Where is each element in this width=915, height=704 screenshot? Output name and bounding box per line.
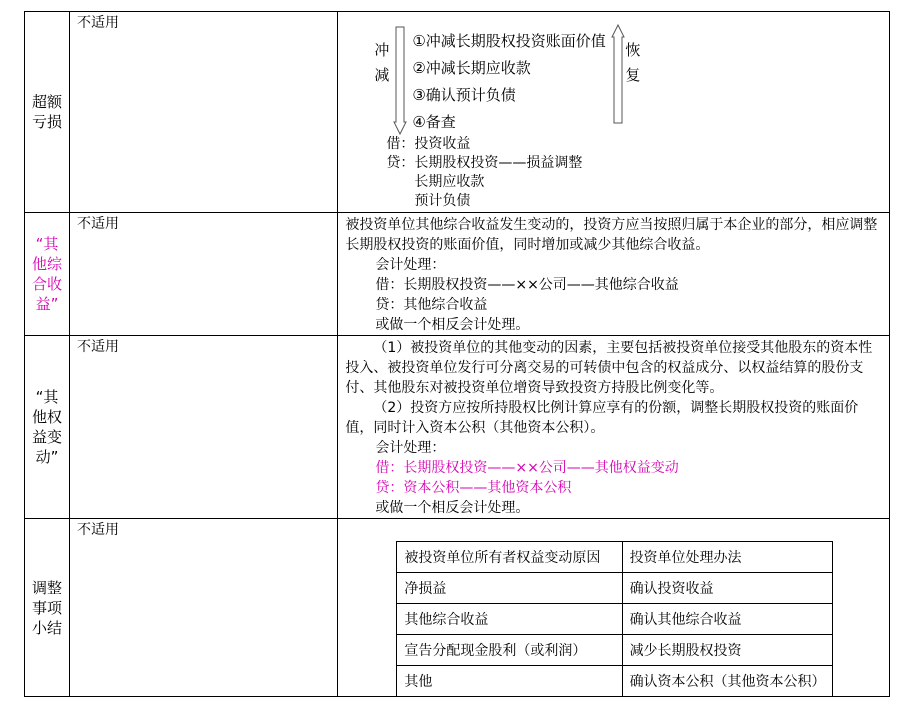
offset-steps xyxy=(412,28,605,136)
row-summary xyxy=(25,519,890,697)
row-label-line: “其 xyxy=(35,388,59,406)
row-label-line: 合收 xyxy=(32,275,63,293)
table-row xyxy=(397,573,833,604)
journal-debit: 借：长期股权投资——××公司——其他权益变动 xyxy=(375,460,679,476)
accounting-treatment-label: 会计处理： xyxy=(375,257,446,273)
vertical-char: 恢 xyxy=(625,41,641,59)
summary-content xyxy=(338,519,890,697)
step-item: ①冲减长期股权投资账面价值 xyxy=(412,32,606,50)
row-label-line: 小结 xyxy=(32,618,63,637)
step-item: ③确认预计负债 xyxy=(412,86,516,104)
row-other-equity xyxy=(25,336,890,519)
journal-credit-line: 长期应收款 xyxy=(414,174,485,190)
table-cell: 确认资本公积（其他资本公积） xyxy=(622,666,833,697)
row-label-line: 益变 xyxy=(32,428,63,446)
table-cell: 减少长期股权投资 xyxy=(622,635,833,666)
oci-content xyxy=(338,213,890,336)
row-label-other-equity xyxy=(25,336,70,519)
offset-vertical-label xyxy=(374,38,389,88)
vertical-char: 冲 xyxy=(374,41,390,59)
row-label-line: 调整 xyxy=(32,578,63,597)
row-label-line: 益” xyxy=(35,295,59,313)
main-table xyxy=(24,11,890,697)
row-label-excess-loss xyxy=(25,12,70,213)
factors-paragraph: （1）被投资单位的其他变动的因素，主要包括被投资单位接受其他股东的资本性投入、被投资单位发行可分离交易的可转债中包含的权益成分、以权益结算的股份支付、其他股东对被投资单位增资导致投资方持股比例变化等。 xyxy=(345,340,873,396)
share-paragraph: （2）投资方应按所持股权比例计算应享有的份额，调整长期股权投资的账面价值，同时计入资本公积（其他资本公积）。 xyxy=(345,400,859,436)
row-label-line: 他权 xyxy=(32,408,63,426)
summary-header-cell: 投资单位处理办法 xyxy=(622,542,833,573)
accounting-treatment-label: 会计处理： xyxy=(375,440,446,456)
vertical-char: 减 xyxy=(374,66,390,84)
reverse-note: 或做一个相反会计处理。 xyxy=(375,500,530,516)
table-cell: 其他综合收益 xyxy=(397,604,622,635)
journal-credit: 贷：资本公积——其他资本公积 xyxy=(375,480,572,496)
row-label-line: 亏损 xyxy=(32,113,63,131)
vertical-char: 复 xyxy=(625,66,641,84)
row-label-summary xyxy=(25,519,70,697)
offset-diagram xyxy=(338,12,889,212)
table-row xyxy=(397,666,833,697)
journal-credit: 贷：其他综合收益 xyxy=(375,297,488,313)
journal-credit: 贷：长期股权投资——损益调整 xyxy=(386,155,583,171)
journal-debit: 借：长期股权投资——××公司——其他综合收益 xyxy=(375,277,679,293)
row-label-line: 他综 xyxy=(32,255,63,273)
excess-loss-content xyxy=(338,12,890,213)
table-row xyxy=(397,635,833,666)
table-cell: 确认投资收益 xyxy=(622,573,833,604)
row-oci xyxy=(25,213,890,336)
oci-paragraph: 被投资单位其他综合收益发生变动的，投资方应当按照归属于本企业的部分，相应调整长期股权投资的账面价值，同时增加或减少其他综合收益。 xyxy=(345,217,878,253)
journal-debit: 借：投资收益 xyxy=(386,136,471,152)
row-label-line: 超额 xyxy=(32,93,63,111)
table-cell: 其他 xyxy=(397,666,622,697)
not-applicable-cell: 不适用 xyxy=(70,336,338,519)
row-label-line: “其 xyxy=(35,235,59,253)
row-label-line: 事项 xyxy=(32,598,63,617)
summary-header-cell: 被投资单位所有者权益变动原因 xyxy=(397,542,622,573)
summary-header-row xyxy=(397,542,833,573)
step-item: ②冲减长期应收款 xyxy=(412,59,531,77)
not-applicable-cell: 不适用 xyxy=(70,213,338,336)
table-cell: 净损益 xyxy=(397,573,622,604)
other-equity-content xyxy=(338,336,890,519)
up-arrow-icon xyxy=(611,24,625,124)
journal-credit-line: 预计负债 xyxy=(414,193,471,209)
not-applicable-cell: 不适用 xyxy=(70,519,338,697)
row-excess-loss xyxy=(25,12,890,213)
table-row xyxy=(397,604,833,635)
summary-table xyxy=(396,541,833,697)
not-applicable-cell: 不适用 xyxy=(70,12,338,213)
reverse-note: 或做一个相反会计处理。 xyxy=(375,317,530,333)
table-cell: 确认其他综合收益 xyxy=(622,604,833,635)
row-label-oci xyxy=(25,213,70,336)
row-label-line: 动” xyxy=(35,448,59,466)
down-arrow-icon xyxy=(393,26,407,136)
restore-vertical-label xyxy=(625,38,640,88)
step-item: ④备查 xyxy=(412,113,456,131)
table-cell: 宣告分配现金股利（或利润） xyxy=(397,635,622,666)
